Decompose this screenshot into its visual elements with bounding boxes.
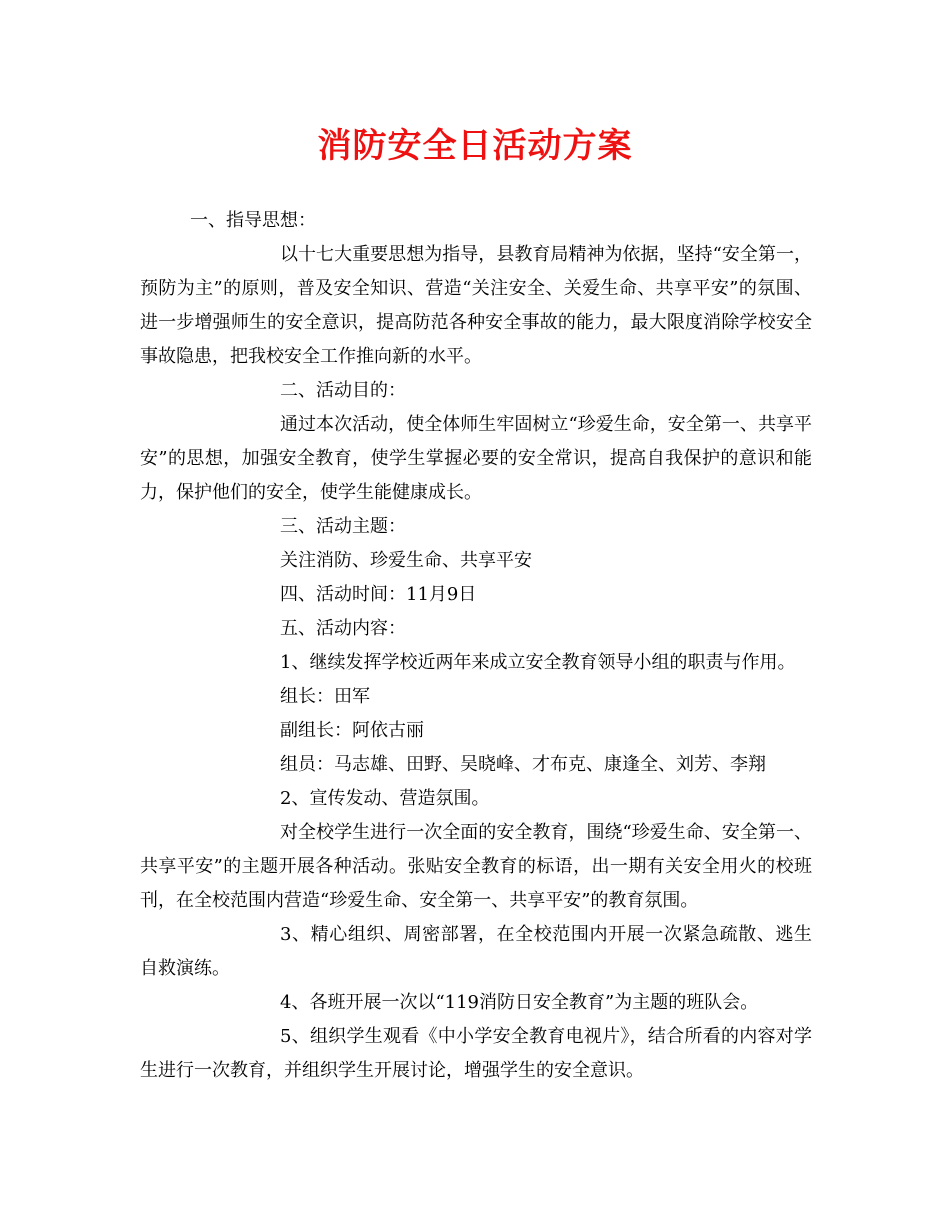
document-body (140, 204, 812, 1088)
section-heading-time: 四、活动时间：11月9日 (280, 584, 477, 605)
content-item-2: 2、宣传发动、营造氛围。 (280, 788, 490, 809)
section-heading-content: 五、活动内容： (280, 618, 406, 639)
section-heading-purpose: 二、活动目的： (280, 380, 406, 401)
content-item-1: 1、继续发挥学校近两年来成立安全教育领导小组的职责与作用。 (280, 652, 796, 673)
content-item-5: 5、组织学生观看《中小学安全教育电视片》，结合所看的内容对学生进行一次教育，并组织学生开展讨论，增强学生的安全意识。 (140, 1026, 812, 1081)
content-item-3: 3、精心组织、周密部署，在全校范围内开展一次紧急疏散、逃生自救演练。 (140, 924, 812, 979)
paragraph-publicity: 对全校学生进行一次全面的安全教育，围绕“珍爱生命、安全第一、共享平安”的主题开展各种活动。张贴安全教育的标语，出一期有关安全用火的校班刊，在全校范围内营造“珍爱生命、安全第一、共享平安”的教育氛围。 (140, 822, 812, 911)
group-members: 组员：马志雄、田野、吴晓峰、才布克、康逢全、刘芳、李翔 (280, 754, 766, 775)
paragraph-guiding-ideology: 以十七大重要思想为指导，县教育局精神为依据，坚持“安全第一，预防为主”的原则，普及安全知识、营造“关注安全、关爱生命、共享平安”的氛围、进一步增强师生的安全意识，提高防范各种安全事故的能力，最大限度消除学校安全事故隐患，把我校安全工作推向新的水平。 (140, 244, 812, 367)
group-deputy-leader: 副组长：阿依古丽 (280, 720, 424, 741)
paragraph-theme: 关注消防、珍爱生命、共享平安 (280, 550, 532, 571)
content-item-4: 4、各班开展一次以“119消防日安全教育”为主题的班队会。 (280, 992, 759, 1013)
section-heading-theme: 三、活动主题： (280, 516, 406, 537)
paragraph-purpose: 通过本次活动，使全体师生牢固树立“珍爱生命，安全第一、共享平安”的思想，加强安全教育，使学生掌握必要的安全常识，提高自我保护的意识和能力，保护他们的安全，使学生能健康成长。 (140, 414, 812, 503)
group-leader: 组长：田军 (280, 686, 370, 707)
section-heading-guiding-ideology: 一、指导思想： (190, 210, 316, 231)
document-title: 消防安全日活动方案 (317, 126, 633, 166)
